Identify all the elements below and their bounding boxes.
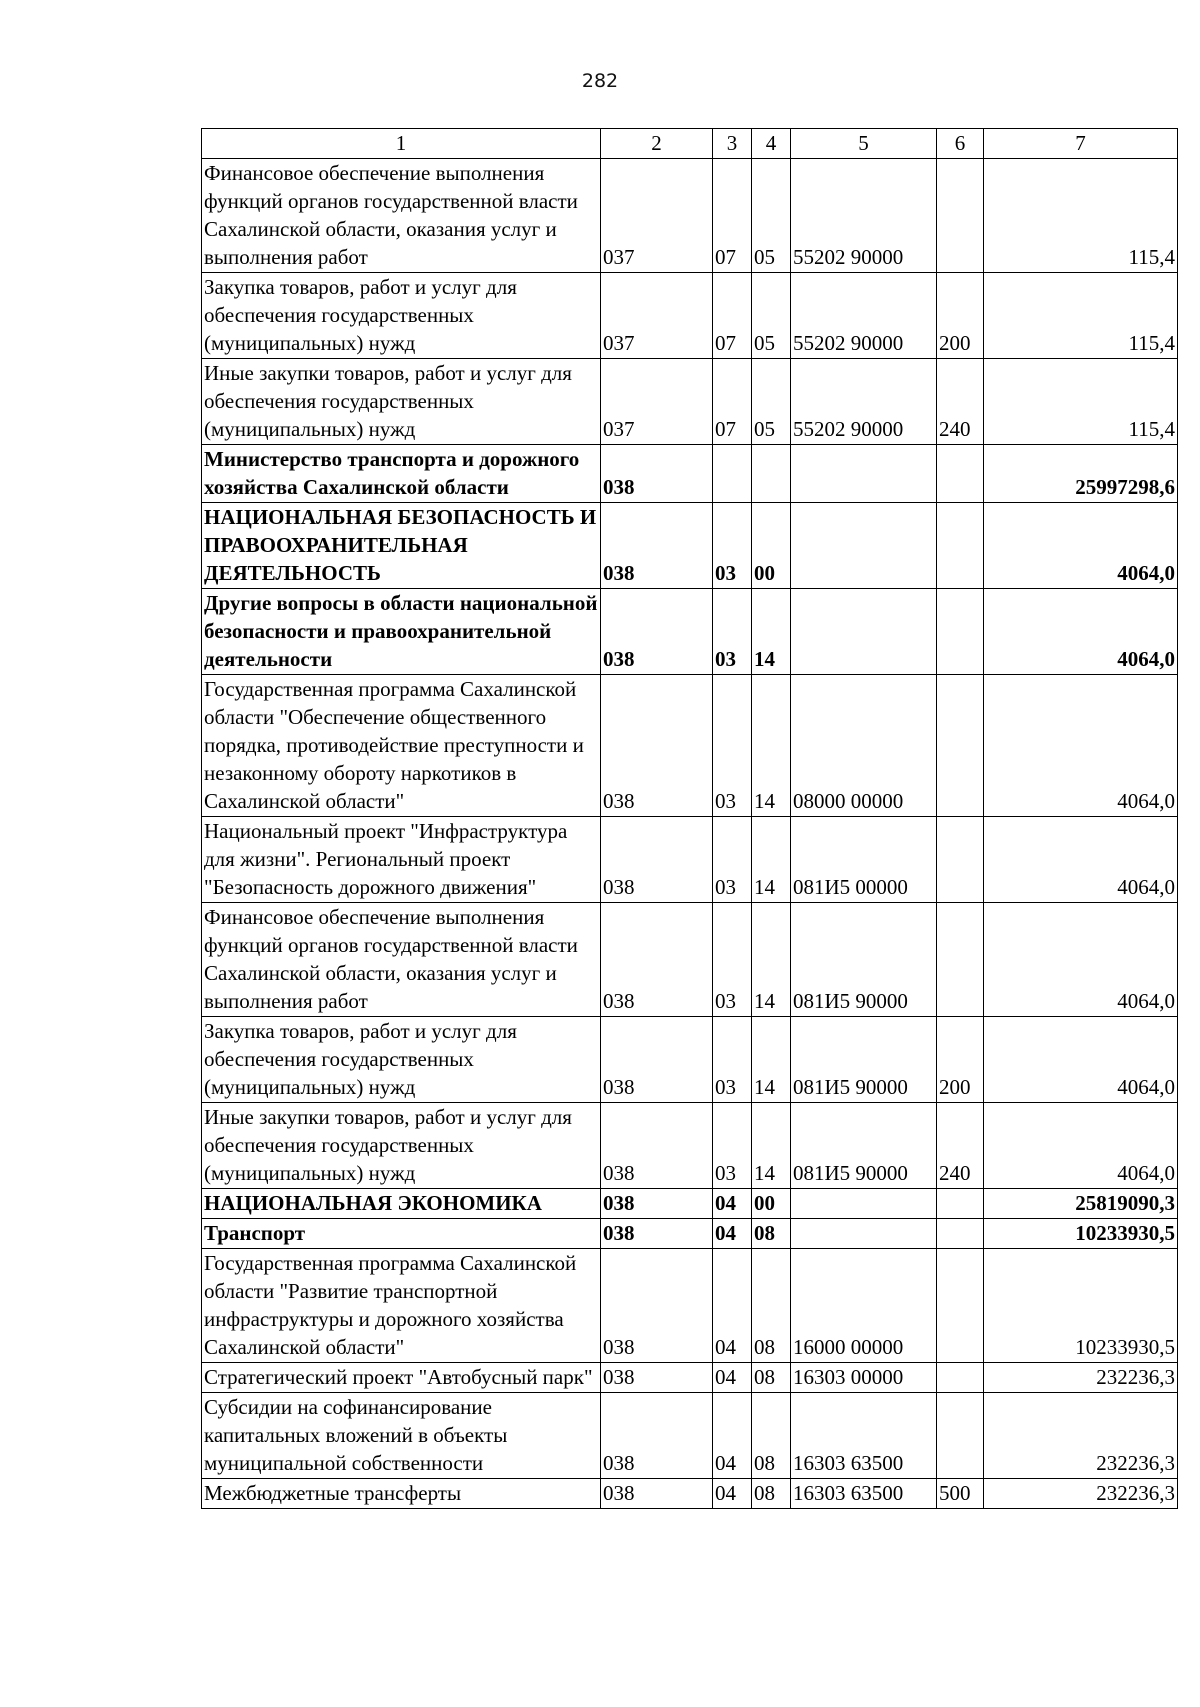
row-name-cell: Иные закупки товаров, работ и услуг для обеспечения государственных (муниципальных) нужд [202, 1103, 601, 1189]
row-expense-type-cell [937, 1219, 984, 1249]
row-section-cell: 07 [713, 159, 752, 273]
table-row [202, 445, 1178, 503]
row-section-cell: 03 [713, 589, 752, 675]
row-expense-type-cell: 200 [937, 1017, 984, 1103]
row-target-article-cell: 16000 00000 [791, 1249, 937, 1363]
table-row [202, 1393, 1178, 1479]
table-row [202, 817, 1178, 903]
row-target-article-cell: 081И5 90000 [791, 1103, 937, 1189]
row-amount-cell: 25819090,3 [984, 1189, 1178, 1219]
row-section-cell [713, 445, 752, 503]
row-subsection-cell: 00 [752, 1189, 791, 1219]
row-expense-type-cell [937, 1393, 984, 1479]
row-subsection-cell: 05 [752, 159, 791, 273]
row-section-cell: 04 [713, 1219, 752, 1249]
table-row [202, 503, 1178, 589]
column-header: 3 [713, 129, 752, 159]
row-amount-cell: 115,4 [984, 159, 1178, 273]
row-ministry-code-cell: 038 [601, 903, 713, 1017]
row-expense-type-cell [937, 1363, 984, 1393]
row-target-article-cell [791, 503, 937, 589]
table-row [202, 903, 1178, 1017]
row-amount-cell: 4064,0 [984, 675, 1178, 817]
row-target-article-cell: 081И5 90000 [791, 1017, 937, 1103]
row-name-cell: Финансовое обеспечение выполнения функций органов государственной власти Сахалинской области, оказания услуг и выполнения работ [202, 159, 601, 273]
row-expense-type-cell [937, 445, 984, 503]
row-subsection-cell: 08 [752, 1219, 791, 1249]
row-name-cell: Другие вопросы в области национальной безопасности и правоохранительной деятельности [202, 589, 601, 675]
column-header: 4 [752, 129, 791, 159]
column-header: 6 [937, 129, 984, 159]
row-amount-cell: 4064,0 [984, 589, 1178, 675]
row-expense-type-cell: 500 [937, 1479, 984, 1509]
row-target-article-cell: 55202 90000 [791, 159, 937, 273]
table-row [202, 359, 1178, 445]
row-ministry-code-cell: 037 [601, 159, 713, 273]
row-target-article-cell [791, 1219, 937, 1249]
row-section-cell: 04 [713, 1363, 752, 1393]
row-target-article-cell: 16303 00000 [791, 1363, 937, 1393]
table-body [202, 159, 1178, 1509]
column-header: 7 [984, 129, 1178, 159]
row-name-cell: НАЦИОНАЛЬНАЯ БЕЗОПАСНОСТЬ И ПРАВООХРАНИТЕЛЬНАЯ ДЕЯТЕЛЬНОСТЬ [202, 503, 601, 589]
row-name-cell: Закупка товаров, работ и услуг для обеспечения государственных (муниципальных) нужд [202, 273, 601, 359]
table-row [202, 273, 1178, 359]
row-target-article-cell: 55202 90000 [791, 273, 937, 359]
row-subsection-cell: 00 [752, 503, 791, 589]
column-header: 2 [601, 129, 713, 159]
row-expense-type-cell: 240 [937, 1103, 984, 1189]
row-subsection-cell: 14 [752, 1017, 791, 1103]
row-ministry-code-cell: 038 [601, 817, 713, 903]
row-name-cell: НАЦИОНАЛЬНАЯ ЭКОНОМИКА [202, 1189, 601, 1219]
row-section-cell: 03 [713, 503, 752, 589]
row-name-cell: Межбюджетные трансферты [202, 1479, 601, 1509]
row-target-article-cell: 081И5 90000 [791, 903, 937, 1017]
row-target-article-cell: 08000 00000 [791, 675, 937, 817]
row-subsection-cell: 08 [752, 1249, 791, 1363]
row-section-cell: 04 [713, 1189, 752, 1219]
row-ministry-code-cell: 038 [601, 1103, 713, 1189]
row-name-cell: Финансовое обеспечение выполнения функций органов государственной власти Сахалинской области, оказания услуг и выполнения работ [202, 903, 601, 1017]
row-section-cell: 04 [713, 1479, 752, 1509]
row-ministry-code-cell: 038 [601, 1249, 713, 1363]
row-amount-cell: 10233930,5 [984, 1249, 1178, 1363]
table-row [202, 1249, 1178, 1363]
row-target-article-cell [791, 445, 937, 503]
row-name-cell: Государственная программа Сахалинской области "Обеспечение общественного порядка, противодействие преступности и незаконному обороту наркотиков в Сахалинской области" [202, 675, 601, 817]
row-expense-type-cell [937, 817, 984, 903]
column-header: 5 [791, 129, 937, 159]
table-row [202, 1189, 1178, 1219]
table-row [202, 589, 1178, 675]
row-subsection-cell: 05 [752, 273, 791, 359]
row-target-article-cell: 55202 90000 [791, 359, 937, 445]
row-section-cell: 07 [713, 359, 752, 445]
row-target-article-cell [791, 589, 937, 675]
table-row [202, 1479, 1178, 1509]
row-target-article-cell [791, 1189, 937, 1219]
row-amount-cell: 115,4 [984, 273, 1178, 359]
row-expense-type-cell [937, 1189, 984, 1219]
row-ministry-code-cell: 037 [601, 359, 713, 445]
row-section-cell: 03 [713, 817, 752, 903]
row-amount-cell: 25997298,6 [984, 445, 1178, 503]
table-header-row [202, 129, 1178, 159]
row-ministry-code-cell: 038 [601, 589, 713, 675]
row-ministry-code-cell: 037 [601, 273, 713, 359]
row-amount-cell: 4064,0 [984, 1017, 1178, 1103]
budget-table [201, 128, 1178, 1509]
row-ministry-code-cell: 038 [601, 1479, 713, 1509]
row-ministry-code-cell: 038 [601, 445, 713, 503]
table-row [202, 675, 1178, 817]
column-header: 1 [202, 129, 601, 159]
row-expense-type-cell [937, 675, 984, 817]
row-section-cell: 04 [713, 1393, 752, 1479]
row-amount-cell: 4064,0 [984, 817, 1178, 903]
row-target-article-cell: 081И5 00000 [791, 817, 937, 903]
row-amount-cell: 4064,0 [984, 1103, 1178, 1189]
row-subsection-cell: 14 [752, 1103, 791, 1189]
row-expense-type-cell [937, 159, 984, 273]
row-subsection-cell: 14 [752, 903, 791, 1017]
row-name-cell: Государственная программа Сахалинской области "Развитие транспортной инфраструктуры и дорожного хозяйства Сахалинской области" [202, 1249, 601, 1363]
page-number: 282 [581, 70, 619, 92]
table-row [202, 159, 1178, 273]
row-target-article-cell: 16303 63500 [791, 1479, 937, 1509]
row-amount-cell: 4064,0 [984, 903, 1178, 1017]
row-subsection-cell: 14 [752, 589, 791, 675]
row-ministry-code-cell: 038 [601, 1219, 713, 1249]
row-name-cell: Закупка товаров, работ и услуг для обеспечения государственных (муниципальных) нужд [202, 1017, 601, 1103]
row-expense-type-cell [937, 589, 984, 675]
row-amount-cell: 232236,3 [984, 1363, 1178, 1393]
row-amount-cell: 10233930,5 [984, 1219, 1178, 1249]
row-subsection-cell: 14 [752, 675, 791, 817]
row-amount-cell: 232236,3 [984, 1479, 1178, 1509]
row-subsection-cell: 14 [752, 817, 791, 903]
table-row [202, 1103, 1178, 1189]
table-row [202, 1363, 1178, 1393]
table-row [202, 1017, 1178, 1103]
row-name-cell: Национальный проект "Инфраструктура для жизни". Региональный проект "Безопасность дорожного движения" [202, 817, 601, 903]
row-ministry-code-cell: 038 [601, 1363, 713, 1393]
row-name-cell: Иные закупки товаров, работ и услуг для обеспечения государственных (муниципальных) нужд [202, 359, 601, 445]
row-section-cell: 03 [713, 1017, 752, 1103]
row-subsection-cell: 05 [752, 359, 791, 445]
row-expense-type-cell [937, 1249, 984, 1363]
row-target-article-cell: 16303 63500 [791, 1393, 937, 1479]
row-ministry-code-cell: 038 [601, 1189, 713, 1219]
row-name-cell: Субсидии на софинансирование капитальных вложений в объекты муниципальной собственности [202, 1393, 601, 1479]
row-section-cell: 03 [713, 1103, 752, 1189]
row-section-cell: 03 [713, 903, 752, 1017]
row-amount-cell: 115,4 [984, 359, 1178, 445]
row-section-cell: 04 [713, 1249, 752, 1363]
row-subsection-cell: 08 [752, 1479, 791, 1509]
row-section-cell: 07 [713, 273, 752, 359]
row-expense-type-cell [937, 903, 984, 1017]
row-expense-type-cell [937, 503, 984, 589]
row-section-cell: 03 [713, 675, 752, 817]
row-amount-cell: 232236,3 [984, 1393, 1178, 1479]
row-subsection-cell [752, 445, 791, 503]
row-expense-type-cell: 240 [937, 359, 984, 445]
row-name-cell: Стратегический проект "Автобусный парк" [202, 1363, 601, 1393]
row-expense-type-cell: 200 [937, 273, 984, 359]
row-ministry-code-cell: 038 [601, 1017, 713, 1103]
row-ministry-code-cell: 038 [601, 503, 713, 589]
row-name-cell: Транспорт [202, 1219, 601, 1249]
row-amount-cell: 4064,0 [984, 503, 1178, 589]
row-subsection-cell: 08 [752, 1393, 791, 1479]
row-ministry-code-cell: 038 [601, 675, 713, 817]
row-subsection-cell: 08 [752, 1363, 791, 1393]
row-name-cell: Министерство транспорта и дорожного хозяйства Сахалинской области [202, 445, 601, 503]
table-row [202, 1219, 1178, 1249]
row-ministry-code-cell: 038 [601, 1393, 713, 1479]
